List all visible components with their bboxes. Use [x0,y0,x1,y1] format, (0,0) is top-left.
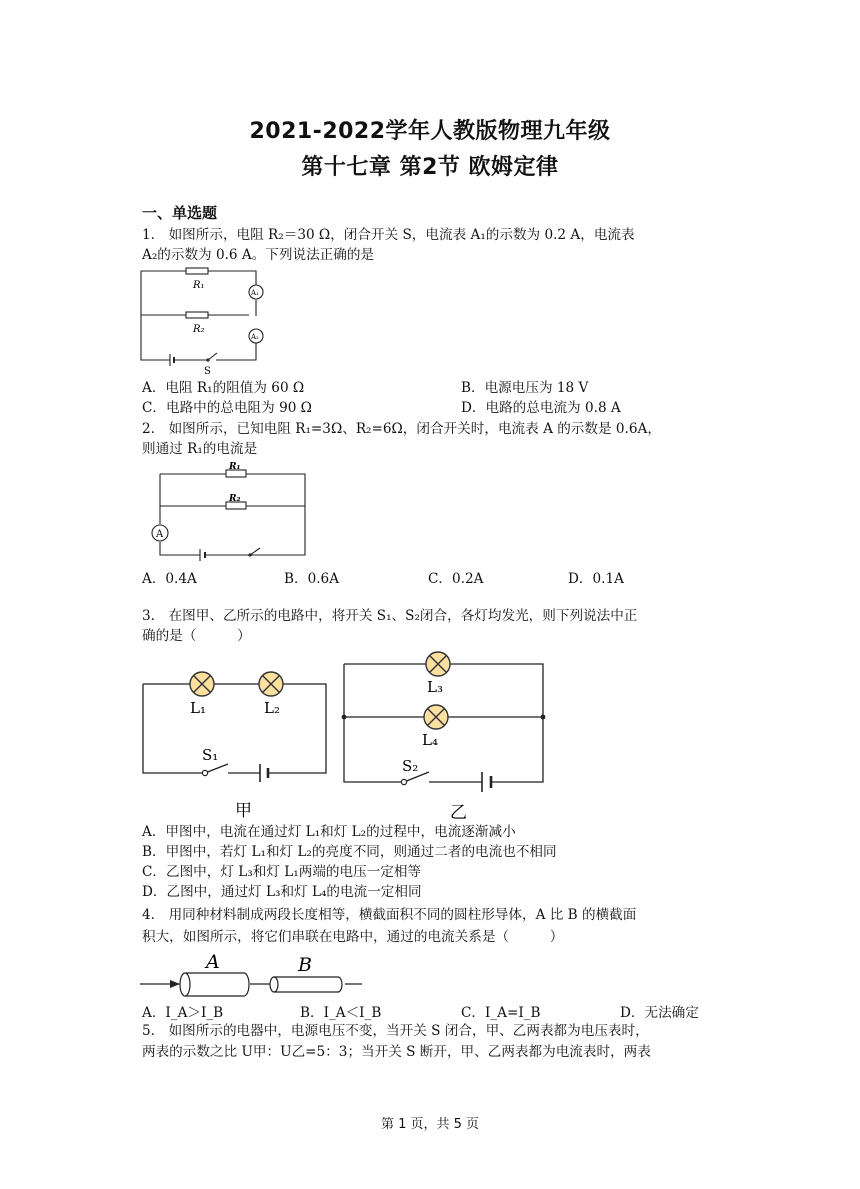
q3-option-b[interactable]: B．甲图中，若灯 L₁和灯 L₂的亮度不同，则通过二者的电流也不相同 [142,844,557,860]
q1-label-s: S [204,366,211,377]
q4-text-line-1: 4. 用同种材料制成两段长度相等，横截面积不同的圆柱形导体，A 比 B 的横截面 [142,907,637,923]
q2-option-a[interactable]: A．0.4A [142,571,197,587]
q4-option-d[interactable]: D．无法确定 [620,1005,699,1021]
q3-label-l4: L₄ [422,731,438,749]
q4-label-a: A [206,951,220,973]
q1-text-line-2: A₂的示数为 0.6 A。下列说法正确的是 [142,247,375,263]
q1-label-r1: R₁ [193,280,205,291]
q2-text-line-1: 2. 如图所示，已知电阻 R₁=3Ω、R₂=6Ω，闭合开关时，电流表 A 的示数是 0.6A， [142,421,661,437]
q4-option-b[interactable]: B．I_A＜I_B [300,1005,382,1021]
q3-caption-jia: 甲 [235,801,252,821]
q2-option-c[interactable]: C．0.2A [428,571,484,587]
q2-label-r1: R₁ [229,462,241,472]
q3-circuit-figure-yi [340,648,550,826]
q4-option-a[interactable]: A．I_A＞I_B [142,1005,224,1021]
q3-text-line-1: 3. 在图甲、乙所示的电路中，将开关 S₁、S₂闭合，各灯均发光，则下列说法中正 [142,608,638,624]
page-footer: 第 1 页，共 5 页 [380,1117,480,1132]
q3-text-line-2: 确的是（ ） [142,628,251,644]
q1-label-a1: A₁ [251,289,259,297]
q2-circuit-figure [150,462,310,562]
q2-label-a: A [156,529,164,540]
q3-option-c[interactable]: C．乙图中，灯 L₃和灯 L₁两端的电压一定相等 [142,864,422,880]
q3-caption-yi: 乙 [450,803,467,823]
q4-option-c[interactable]: C．I_A=I_B [461,1005,541,1021]
q5-text-line-2: 两表的示数之比 U甲：U乙=5：3；当开关 S 断开，甲、乙两表都为电流表时，两表 [142,1044,651,1060]
q1-label-a2: A₂ [251,333,259,341]
q1-option-a[interactable]: A．电阻 R₁的阻值为 60 Ω [142,380,305,396]
q2-label-r2: R₂ [229,494,241,504]
q1-option-b[interactable]: B．电源电压为 18 V [461,380,589,396]
q3-option-a[interactable]: A．甲图中，电流在通过灯 L₁和灯 L₂的过程中，电流逐渐减小 [142,824,516,840]
q3-label-s1: S₁ [202,746,219,764]
q3-label-l3: L₃ [427,678,443,696]
q1-option-c[interactable]: C．电路中的总电阻为 90 Ω [142,400,312,416]
q2-option-d[interactable]: D．0.1A [568,571,624,587]
section-heading: 一、单选题 [142,204,218,222]
title-line-2: 第十七章 第2节 欧姆定律 [301,155,559,180]
q2-text-line-2: 则通过 R₁的电流是 [142,441,258,457]
q3-label-s2: S₂ [402,757,419,775]
q1-label-r2: R₂ [193,324,205,335]
q3-label-l1: L₁ [190,699,206,717]
q3-option-d[interactable]: D．乙图中，通过灯 L₃和灯 L₄的电流一定相同 [142,884,422,900]
q1-circuit-figure [138,268,273,377]
q3-label-l2: L₂ [264,699,280,717]
q4-conductor-figure [140,950,365,998]
q4-text-line-2: 积大，如图所示，将它们串联在电路中，通过的电流关系是（ ） [142,929,564,945]
q5-text-line-1: 5. 如图所示的电器中，电源电压不变，当开关 S 闭合，甲、乙两表都为电压表时， [142,1023,649,1039]
q2-option-b[interactable]: B．0.6A [284,571,340,587]
title-line-1: 2021-2022学年人教版物理九年级 [249,119,611,144]
q3-circuit-figure-jia [140,664,332,824]
q1-option-d[interactable]: D．电路的总电流为 0.8 A [461,400,621,416]
q1-text-line-1: 1. 如图所示，电阻 R₂＝30 Ω，闭合开关 S，电流表 A₁的示数为 0.2 A，电流表 [142,227,635,243]
q4-label-b: B [298,954,312,976]
